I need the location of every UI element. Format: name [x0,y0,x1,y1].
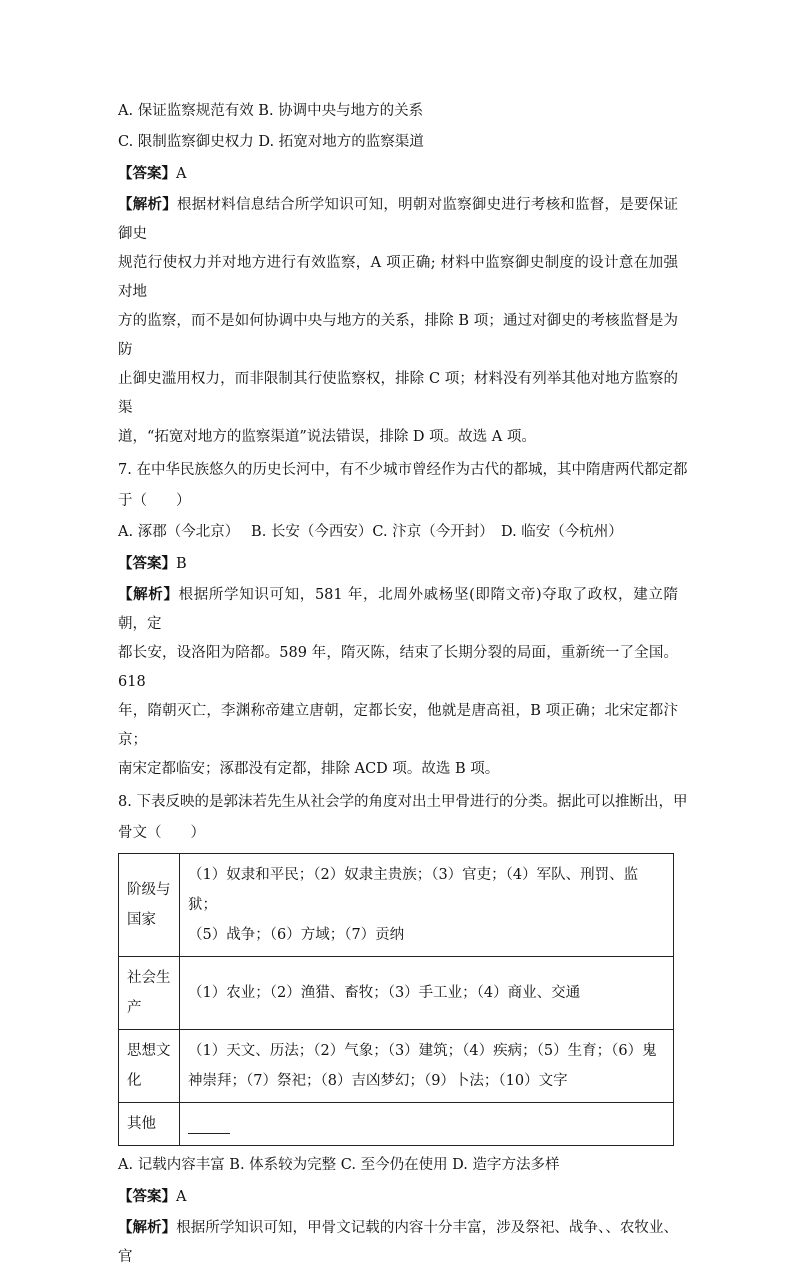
analysis-line: 南宋定都临安；涿郡没有定都，排除 ACD 项。故选 B 项。 [118,761,500,777]
analysis-tag: 【解析】 [118,1219,177,1236]
answer-value: A [176,1189,187,1205]
q8-stem-line-1: 8. 下表反映的是郭沫若先生从社会学的角度对出土甲骨进行的分类。据此可以推断出，甲 [118,794,688,810]
q6-options-line-1: A. 保证监察规范有效 B. 协调中央与地方的关系 [118,103,424,119]
q7-answer [118,548,678,580]
content-cell [180,854,674,957]
category-text: 阶级与 [127,882,171,898]
table-row [119,854,674,957]
analysis-line: 都长安，设洛阳为陪都。589 年，隋灭陈，结束了长期分裂的局面，重新统一了全国。618 [118,645,678,690]
q7-stem-line-1: 7. 在中华民族悠久的历史长河中，有不少城市曾经作为古代的都城，其中隋唐两代都定都 [118,462,688,478]
analysis-line: 根据材料信息结合所学知识可知，明朝对监察御史进行考核和监督，是要保证御史 [118,197,679,242]
analysis-tag: 【解析】 [118,196,177,213]
category-text: 化 [127,1073,142,1089]
category-text: 国家 [127,912,156,928]
q6-answer [118,158,678,190]
category-cell [119,957,180,1030]
answer-value: B [176,556,187,572]
analysis-line: 年，隋朝灭亡，李渊称帝建立唐朝，定都长安，他就是唐高祖，B 项正确；北宋定都汴京； [118,703,678,748]
q8-analysis [118,1213,678,1272]
analysis-line: 规范行使权力并对地方进行有效监察，A 项正确; 材料中监察御史制度的设计意在加强对地 [118,255,678,300]
analysis-line: 根据所学知识可知，甲骨文记载的内容十分丰富，涉及祭祀、战争、、农牧业、官 [118,1220,679,1265]
q7-analysis [118,580,678,784]
answer-tag: 【答案】 [118,555,176,572]
q7-stem-line-2: 于（ ） [118,493,191,509]
content-cell [180,957,674,1030]
category-text: 产 [127,1000,142,1016]
answer-tag: 【答案】 [118,1188,176,1205]
q7-options: A. 涿郡（今北京） B. 长安（今西安）C. 汴京（今开封） D. 临安（今杭州） [118,524,623,540]
answer-tag: 【答案】 [118,165,176,182]
blank-line [188,1115,230,1134]
content-text: （5）战争；（6）方域；（7）贡纳 [188,927,405,943]
analysis-line: 根据所学知识可知，581 年，北周外戚杨坚(即隋文帝)夺取了政权，建立隋朝，定 [118,587,678,632]
category-cell [119,1030,180,1103]
category-text: 思想文 [127,1043,171,1059]
analysis-line: 道，“拓宽对地方的监察渠道”说法错误，排除 D 项。故选 A 项。 [118,429,536,445]
table-row [119,957,674,1030]
content-text: （1）奴隶和平民；（2）奴隶主贵族；（3）官吏；（4）军队、刑罚、监狱； [188,867,639,913]
analysis-line: 方的监察，而不是如何协调中央与地方的关系，排除 B 项；通过对御史的考核监督是为防 [118,313,678,358]
content-text: （1）农业；（2）渔猎、畜牧；（3）手工业；（4）商业、交通 [188,985,581,1001]
table-row [119,1030,674,1103]
document-page [118,96,688,1272]
q8-stem-line-2: 骨文（ ） [118,825,205,841]
analysis-line: 止御史滥用权力，而非限制其行使监察权，排除 C 项；材料没有列举其他对地方监察的渠 [118,371,678,416]
category-cell [119,1103,180,1146]
q8-options: A. 记载内容丰富 B. 体系较为完整 C. 至今仍在使用 D. 造字方法多样 [118,1157,560,1173]
category-text: 社会生 [127,970,171,986]
content-text: （1）天文、历法；（2）气象；（3）建筑；（4）疾病；（5）生育；（6）鬼 [188,1043,657,1059]
q6-options-line-2: C. 限制监察御史权力 D. 拓宽对地方的监察渠道 [118,134,424,150]
table-row [119,1103,674,1146]
oracle-bone-classification-table [118,853,674,1146]
category-text: 其他 [127,1116,156,1132]
content-cell [180,1030,674,1103]
category-cell [119,854,180,957]
q6-analysis [118,190,678,452]
content-text: 神崇拜；（7）祭祀；（8）吉凶梦幻；（9）卜法；（10）文字 [188,1073,568,1089]
analysis-tag: 【解析】 [118,586,179,603]
q8-answer [118,1181,678,1213]
content-cell [180,1103,674,1146]
answer-value: A [176,166,187,182]
